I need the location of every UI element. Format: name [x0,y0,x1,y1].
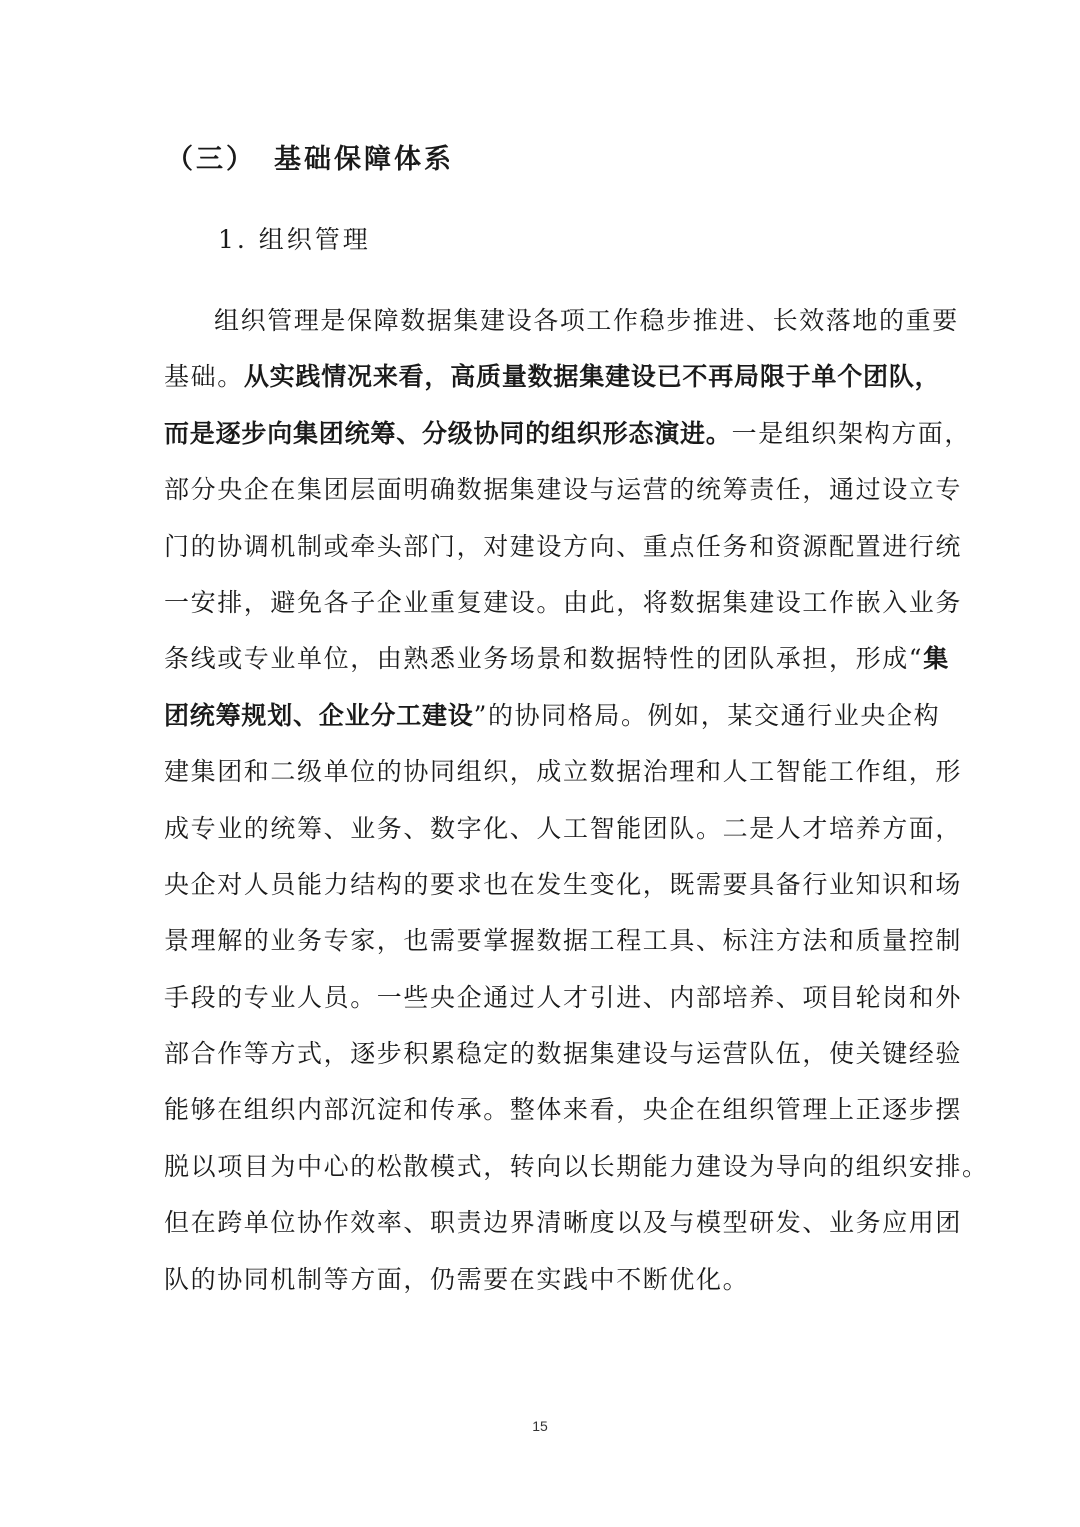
paragraph-line: 组织管理是保障数据集建设各项工作稳步推进、长效落地的重要 [214,306,959,335]
paragraph-text: 基础。 [164,362,244,392]
paragraph-text: 一是组织架构方面， [731,418,972,448]
emphasis-text: 而是逐步向集团统筹、分级协同的组织形态演进。 [164,418,732,448]
section-number: （三） [166,144,256,175]
paragraph-line: 景理解的业务专家，也需要掌握数据工程工具、标注方法和质量控制 [164,926,963,956]
paragraph-line: 成专业的统筹、业务、数字化、人工智能团队。二是人才培养方面， [164,813,963,843]
paragraph-line: 但在跨单位协作效率、职责边界清晰度以及与模型研发、业务应用团 [164,1208,963,1238]
section-title: 基础保障体系 [274,144,454,175]
paragraph-line: 央企对人员能力结构的要求也在发生变化，既需要具备行业知识和场 [164,869,963,899]
paragraph-line: 部合作等方式，逐步积累稳定的数据集建设与运营队伍，使关键经验 [164,1039,963,1069]
paragraph-line: 队的协同机制等方面，仍需要在实践中不断优化。 [164,1264,750,1294]
emphasis-text: 团统筹规划、企业分工建设 [164,700,474,730]
emphasis-text: 从实践情况来看，高质量数据集建设已不再局限于单个团队， [243,362,941,392]
subsection-heading: 1. 组织管理 [218,225,371,254]
body-paragraph [164,293,989,1308]
paragraph-line: 脱以项目为中心的松散模式，转向以长期能力建设为导向的组织安排。 [164,1151,989,1181]
paragraph-line: 能够在组织内部沉淀和传承。整体来看，央企在组织管理上正逐步摆 [164,1095,963,1125]
paragraph-line [164,349,941,405]
section-heading [166,136,454,184]
paragraph-text: 条线或专业单位，由熟悉业务场景和数据特性的团队承担，形成“ [164,644,924,674]
page-number: 15 [532,1418,548,1434]
paragraph-line: 建集团和二级单位的协同组织，成立数据治理和人工智能工作组，形 [164,757,963,787]
emphasis-text: 集 [923,644,949,674]
paragraph-line [164,688,941,744]
paragraph-line [164,631,949,687]
paragraph-line [164,406,972,462]
paragraph-line: 部分央企在集团层面明确数据集建设与运营的统筹责任，通过设立专 [164,475,963,505]
paragraph-text: ”的协同格局。例如，某交通行业央企构 [473,700,941,730]
paragraph-line: 门的协调机制或牵头部门，对建设方向、重点任务和资源配置进行统 [164,531,963,561]
paragraph-line: 一安排，避免各子企业重复建设。由此，将数据集建设工作嵌入业务 [164,587,963,617]
paragraph-line: 手段的专业人员。一些央企通过人才引进、内部培养、项目轮岗和外 [164,982,963,1012]
